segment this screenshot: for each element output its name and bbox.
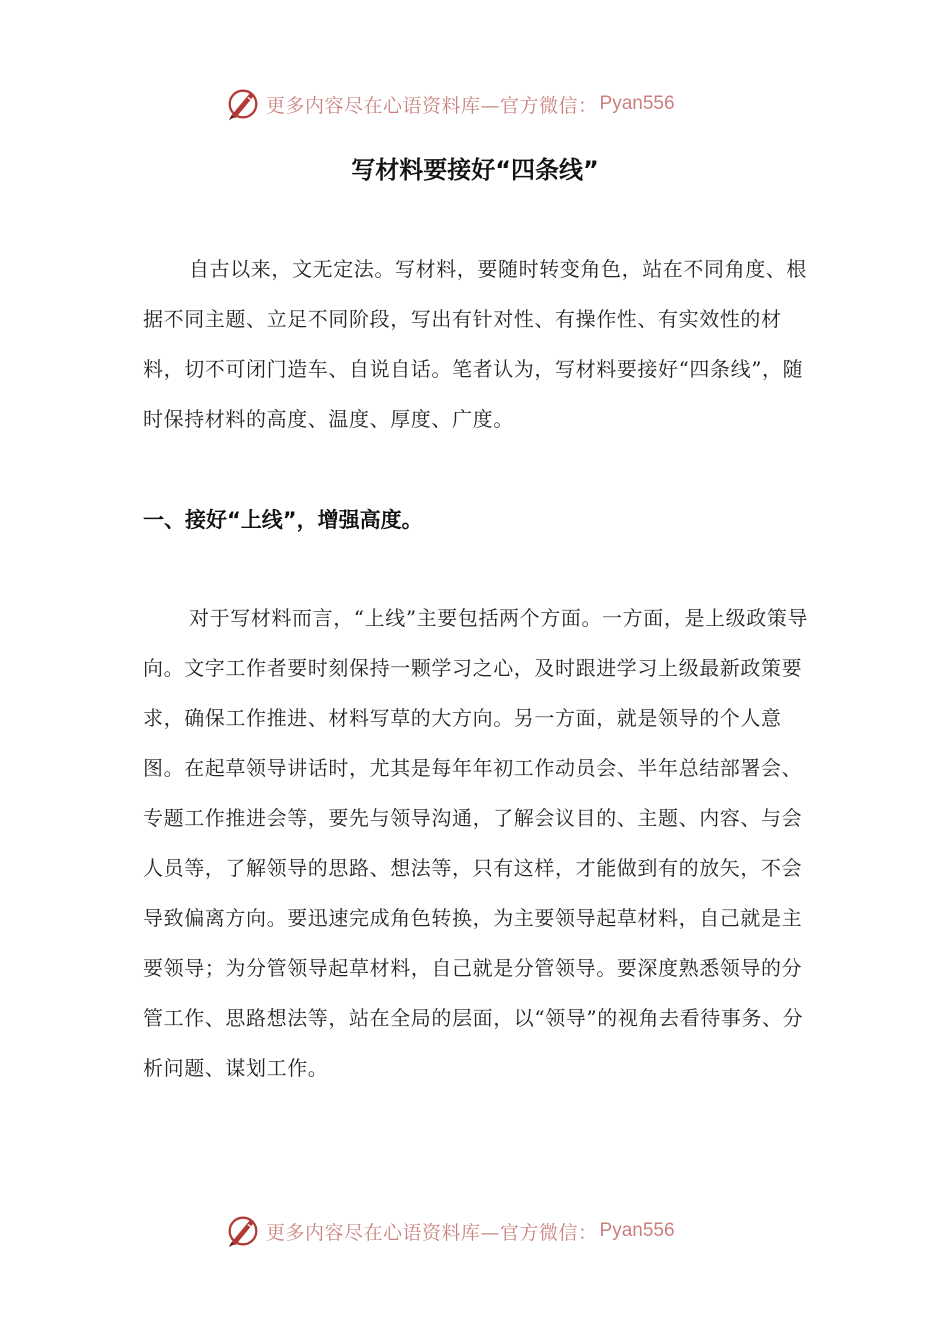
pen-logo-icon <box>224 1212 262 1250</box>
section-1-paragraph: 对于写材料而言，“上线”主要包括两个方面。一方面，是上级政策导向。文字工作者要时刻保持一颗学习之心，及时跟进学习上级最新政策要求，确保工作推进、材料写草的大方向。另一方面，就是领导的个人意图。在起草领导讲话时，尤其是每年年初工作动员会、半年总结部署会、专题工作推进会等，要先与领导沟通，了解会议目的、主题、内容、与会人员等，了解领导的思路、想法等，只有这样，才能做到有的放矢，不会导致偏离方向。要迅速完成角色转换，为主要领导起草材料，自己就是主要领导；为分管领导起草材料，自己就是分管领导。要深度熟悉领导的分管工作、思路想法等，站在全局的层面，以“领导”的视角去看待事务、分析问题、谋划工作。 <box>143 606 809 1080</box>
banner-text: 更多内容尽在心语资料库—官方微信： <box>266 94 598 117</box>
intro-paragraph: 自古以来，文无定法。写材料，要随时转变角色，站在不同角度、根据不同主题、立足不同阶段，写出有针对性、有操作性、有实效性的材料，切不可闭门造车、自说自话。笔者认为，写材料要接好“四条线”，随时保持材料的高度、温度、厚度、广度。 <box>143 257 807 431</box>
banner-text: 更多内容尽在心语资料库—官方微信： <box>266 1221 598 1244</box>
header-banner <box>224 84 675 124</box>
wechat-id: Pyan556 <box>599 93 675 114</box>
pen-logo-icon <box>224 85 262 123</box>
document-title: 写材料要接好“四条线” <box>351 156 599 184</box>
section-1-heading: 一、接好“上线”，增强高度。 <box>143 508 423 532</box>
footer-banner <box>224 1211 675 1251</box>
wechat-id: Pyan556 <box>599 1220 675 1241</box>
